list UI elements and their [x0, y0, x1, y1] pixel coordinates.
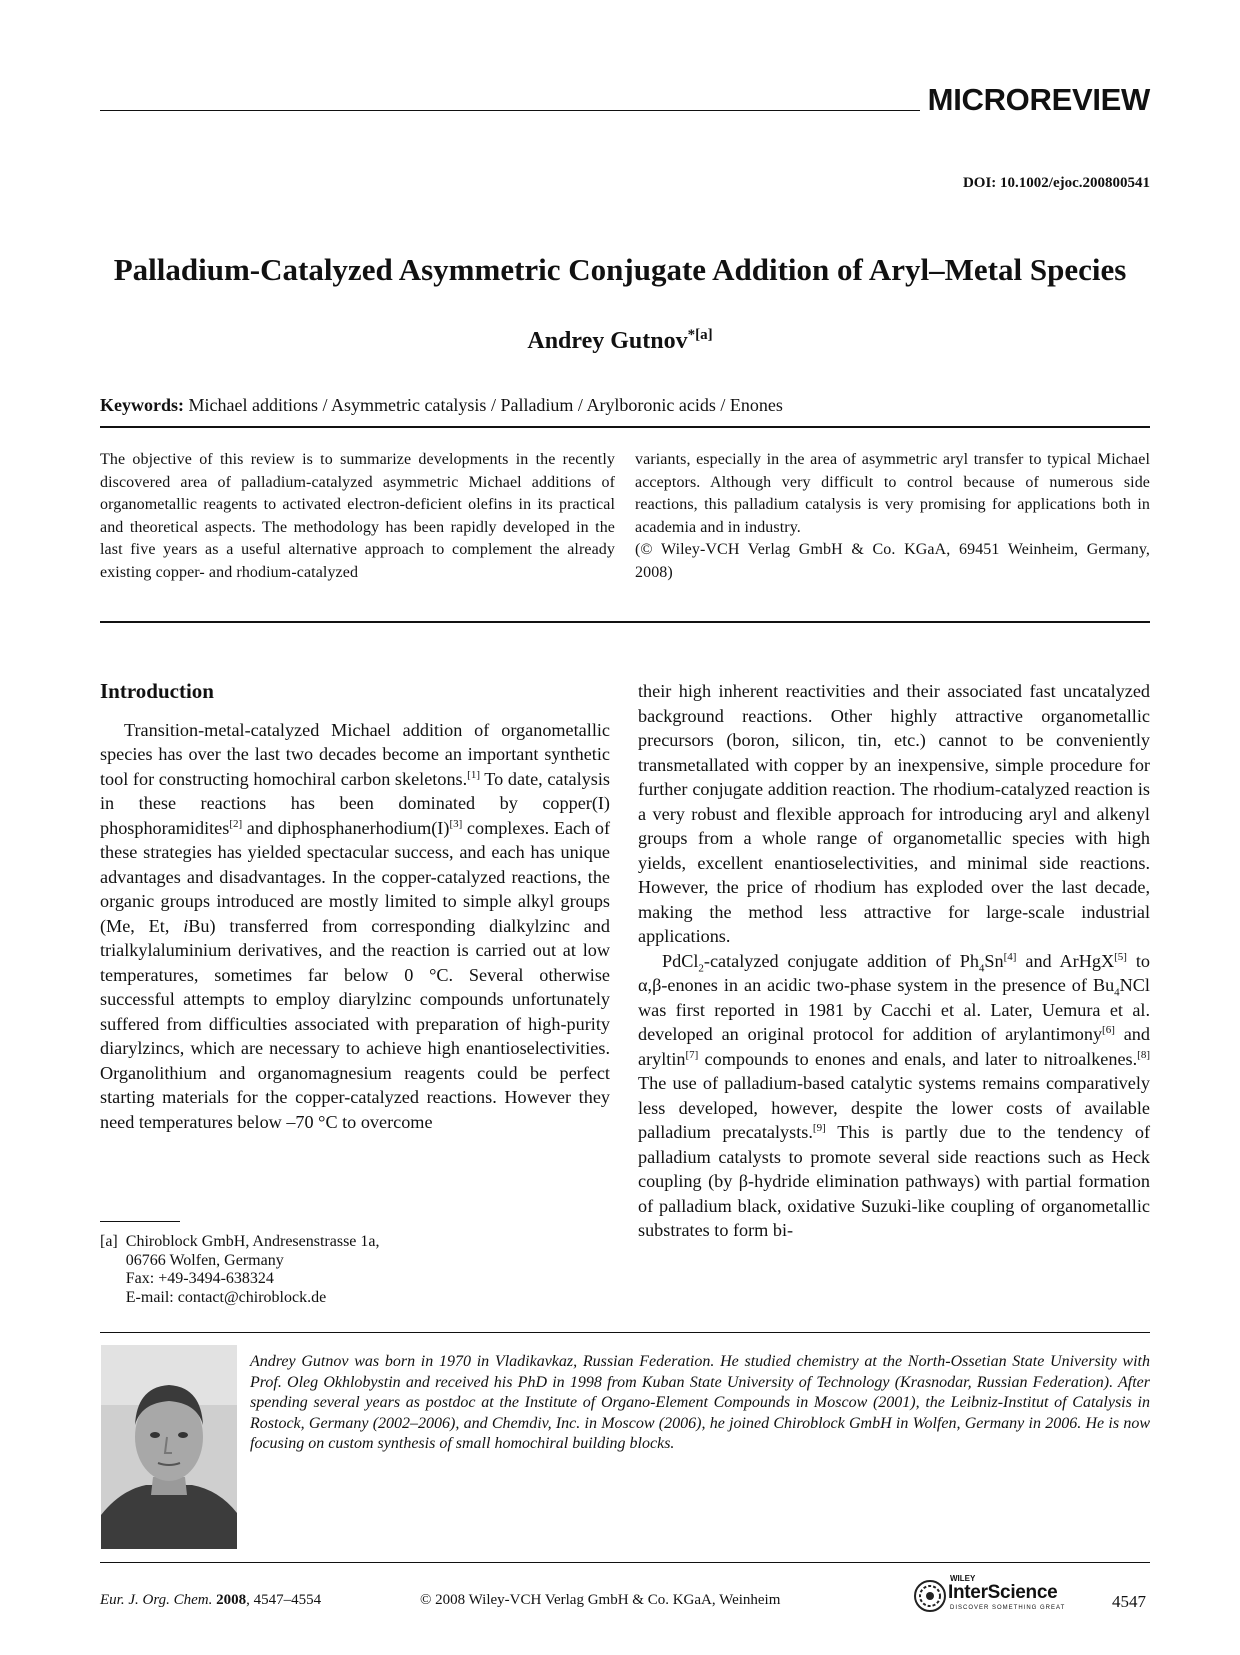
bio-bottom-rule [100, 1562, 1150, 1563]
intro-paragraph-2: PdCl$_2$-catalyzed conjugate addition of $Ph_4Sn[4]$ and ArHgX[5] to α,β-enones in an acidic two-phase system in the presence of $Bu_4NCl$ was first reported in 1981 by Cacchi et al. Later, Uemura et al. developed an original protocol for addition of arylantimony[6] and aryltin[7] compounds to enones and enals, and later to nitroalkenes.[8] The use of palladium-based catalytic systems remains comparatively less developed, however, despite the lower costs of available palladium precatalysts.[9] This is partly due to the tendency of palladium catalysts to promote several side reactions such as Heck coupling (by β-hydride elimination pathways) with partial formation of palladium black, oxidative Suzuki-like coupling of organometallic substrates to form bi- [638, 950, 1150, 1240]
author-affiliation-mark: *[a] [687, 327, 713, 343]
article-title: Palladium-Catalyzed Asymmetric Conjugate Addition of Aryl–Metal Species [113, 252, 1127, 287]
author-photo [101, 1345, 237, 1549]
keywords-label: Keywords: [100, 395, 184, 415]
keywords-list: Michael additions / Asymmetric catalysis / Palladium / Arylboronic acids / Enones [188, 395, 783, 415]
header-rule [100, 110, 920, 111]
author-biography: Andrey Gutnov was born in 1970 in Vladikavkaz, Russian Federation. He studied chemistry at the North-Ossetian State University with Prof. Oleg Okhlobystin and received his PhD in 1998 from Kuban State University of Technology (Krasnodar, Russian Federation). After spending several years as postdoc at the Institute of Organo-Element Compounds in Moscow (2001), the Leibniz-Institut of Catalysis in Rostock, Germany (2002–2006), and Chemdiv, Inc. in Moscow (2006), he joined Chiroblock GmbH in Wolfen, Germany in 2006. He is now focusing on custom synthesis of small homochiral building blocks. [250, 1353, 1150, 1452]
citation: [6] [1102, 1023, 1115, 1036]
citation: [7] [685, 1048, 699, 1061]
intro-paragraph-1: Transition-metal-catalyzed Michael addition of organometallic species has over the last two decades become an important synthetic tool for constructing homochiral carbon skeletons.[1] To date, catalysis in these reactions has been dominated by copper(I) phosphoramidites[2] and diphosphanerhodium(I)[3] complexes. Each of these strategies has yielded spectacular success, and each has unique advantages and disadvantages. In the copper-catalyzed reactions, the organic groups introduced are mostly limited to simple alkyl groups (Me, Et, iBu) transferred from corresponding dialkylzinc and trialkylaluminium derivatives, and the reaction is carried out at low temperatures, sometimes far below 0 °C. Several otherwise successful attempts to employ diarylzinc compounds unfortunately suffered from difficulties associated with preparation of high-purity diarylzincs, which are necessary to achieve high enantioselectivities. Organolithium and organomagnesium reagents could be perfect starting materials for the copper-catalyzed reactions. However they need temperatures below –70 °C to overcome [100, 719, 611, 1132]
intro-left-column [100, 679, 610, 1134]
abstract-right-text: variants, especially in the area of asymmetric aryl transfer to typical Michael acceptors. Although very difficult to control because of numerous side reactions, this palladium catalysis is very promising for applications both in academia and in industry. [635, 451, 1150, 536]
footnote-email: E-mail: contact@chiroblock.de [125, 1288, 327, 1306]
interscience-logo [910, 1573, 1070, 1617]
author-line [60, 328, 1180, 355]
bio-top-rule [100, 1332, 1150, 1333]
abstract-left [100, 449, 615, 584]
footnote-line: 06766 Wolfen, Germany [125, 1251, 284, 1269]
footnote-line: Chiroblock GmbH, Andresenstrasse 1a, [125, 1233, 380, 1250]
citation: [4] [1003, 950, 1017, 963]
logo-wiley: WILEY [950, 1574, 976, 1583]
author-portrait-image [101, 1345, 237, 1549]
logo-interscience: InterScience [948, 1582, 1058, 1603]
citation: [3] [449, 817, 463, 830]
abstract-left-text: The objective of this review is to summarize developments in the recently discovered area of palladium-catalyzed asymmetric Michael additions of organometallic reagents to activated electron-deficient olefins in its practical and theoretical aspects. The methodology has been rapidly developed in the last five years as a useful alternative approach to complement the already existing copper- and rhodium-catalyzed [100, 451, 615, 581]
footnote-line: Fax: +49-3494-638324 [125, 1270, 274, 1287]
journal-citation [100, 1592, 321, 1609]
footnote-rule [100, 1221, 180, 1222]
author-name: Andrey Gutnov [527, 328, 688, 354]
citation: [8] [1137, 1048, 1150, 1061]
journal-name: Eur. J. Org. Chem. [100, 1592, 213, 1608]
logo-tagline: DISCOVER SOMETHING GREAT [950, 1605, 1066, 1611]
abstract-right [635, 449, 1150, 584]
footer-copyright: © 2008 Wiley-VCH Verlag GmbH & Co. KGaA, Weinheim [420, 1592, 781, 1608]
footnote-marker: [a] [100, 1233, 118, 1250]
citation: [2] [229, 817, 243, 830]
abstract-bottom-rule [100, 621, 1150, 623]
section-label: MICROREVIEW [927, 82, 1150, 117]
intro-paragraph-continued: their high inherent reactivities and their associated fast uncatalyzed background reactions. Other highly attractive organometallic precursors (boron, silicon, tin, etc.) cannot to be conveniently transmetallated with copper by an inexpensive, simple procedure for further conjugate addition reaction. The rhodium-catalyzed reaction is a very robust and flexible approach for introducing aryl and alkenyl groups from a whole range of organometallic species with high yields, excellent enantioselectivities, and minimal side reactions. However, the price of rhodium has exploded over the last decade, making the method less attractive for large-scale industrial applications. [638, 681, 1150, 946]
page-number: 4547 [1112, 1592, 1146, 1611]
intro-right-column [638, 679, 1150, 1243]
keywords [100, 395, 783, 416]
citation: [9] [812, 1121, 826, 1134]
citation: [1] [467, 768, 480, 781]
affiliation-footnote [100, 1233, 380, 1307]
section-heading: Introduction [100, 679, 214, 703]
citation: [5] [1114, 950, 1127, 963]
journal-pages: , 4547–4554 [246, 1592, 322, 1608]
abstract-top-rule [100, 426, 1150, 428]
abstract-copyright: (© Wiley-VCH Verlag GmbH & Co. KGaA, 69451 Weinheim, Germany, 2008) [635, 541, 1150, 581]
journal-year: 2008 [216, 1592, 247, 1608]
doi: DOI: 10.1002/ejoc.200800541 [962, 175, 1150, 191]
